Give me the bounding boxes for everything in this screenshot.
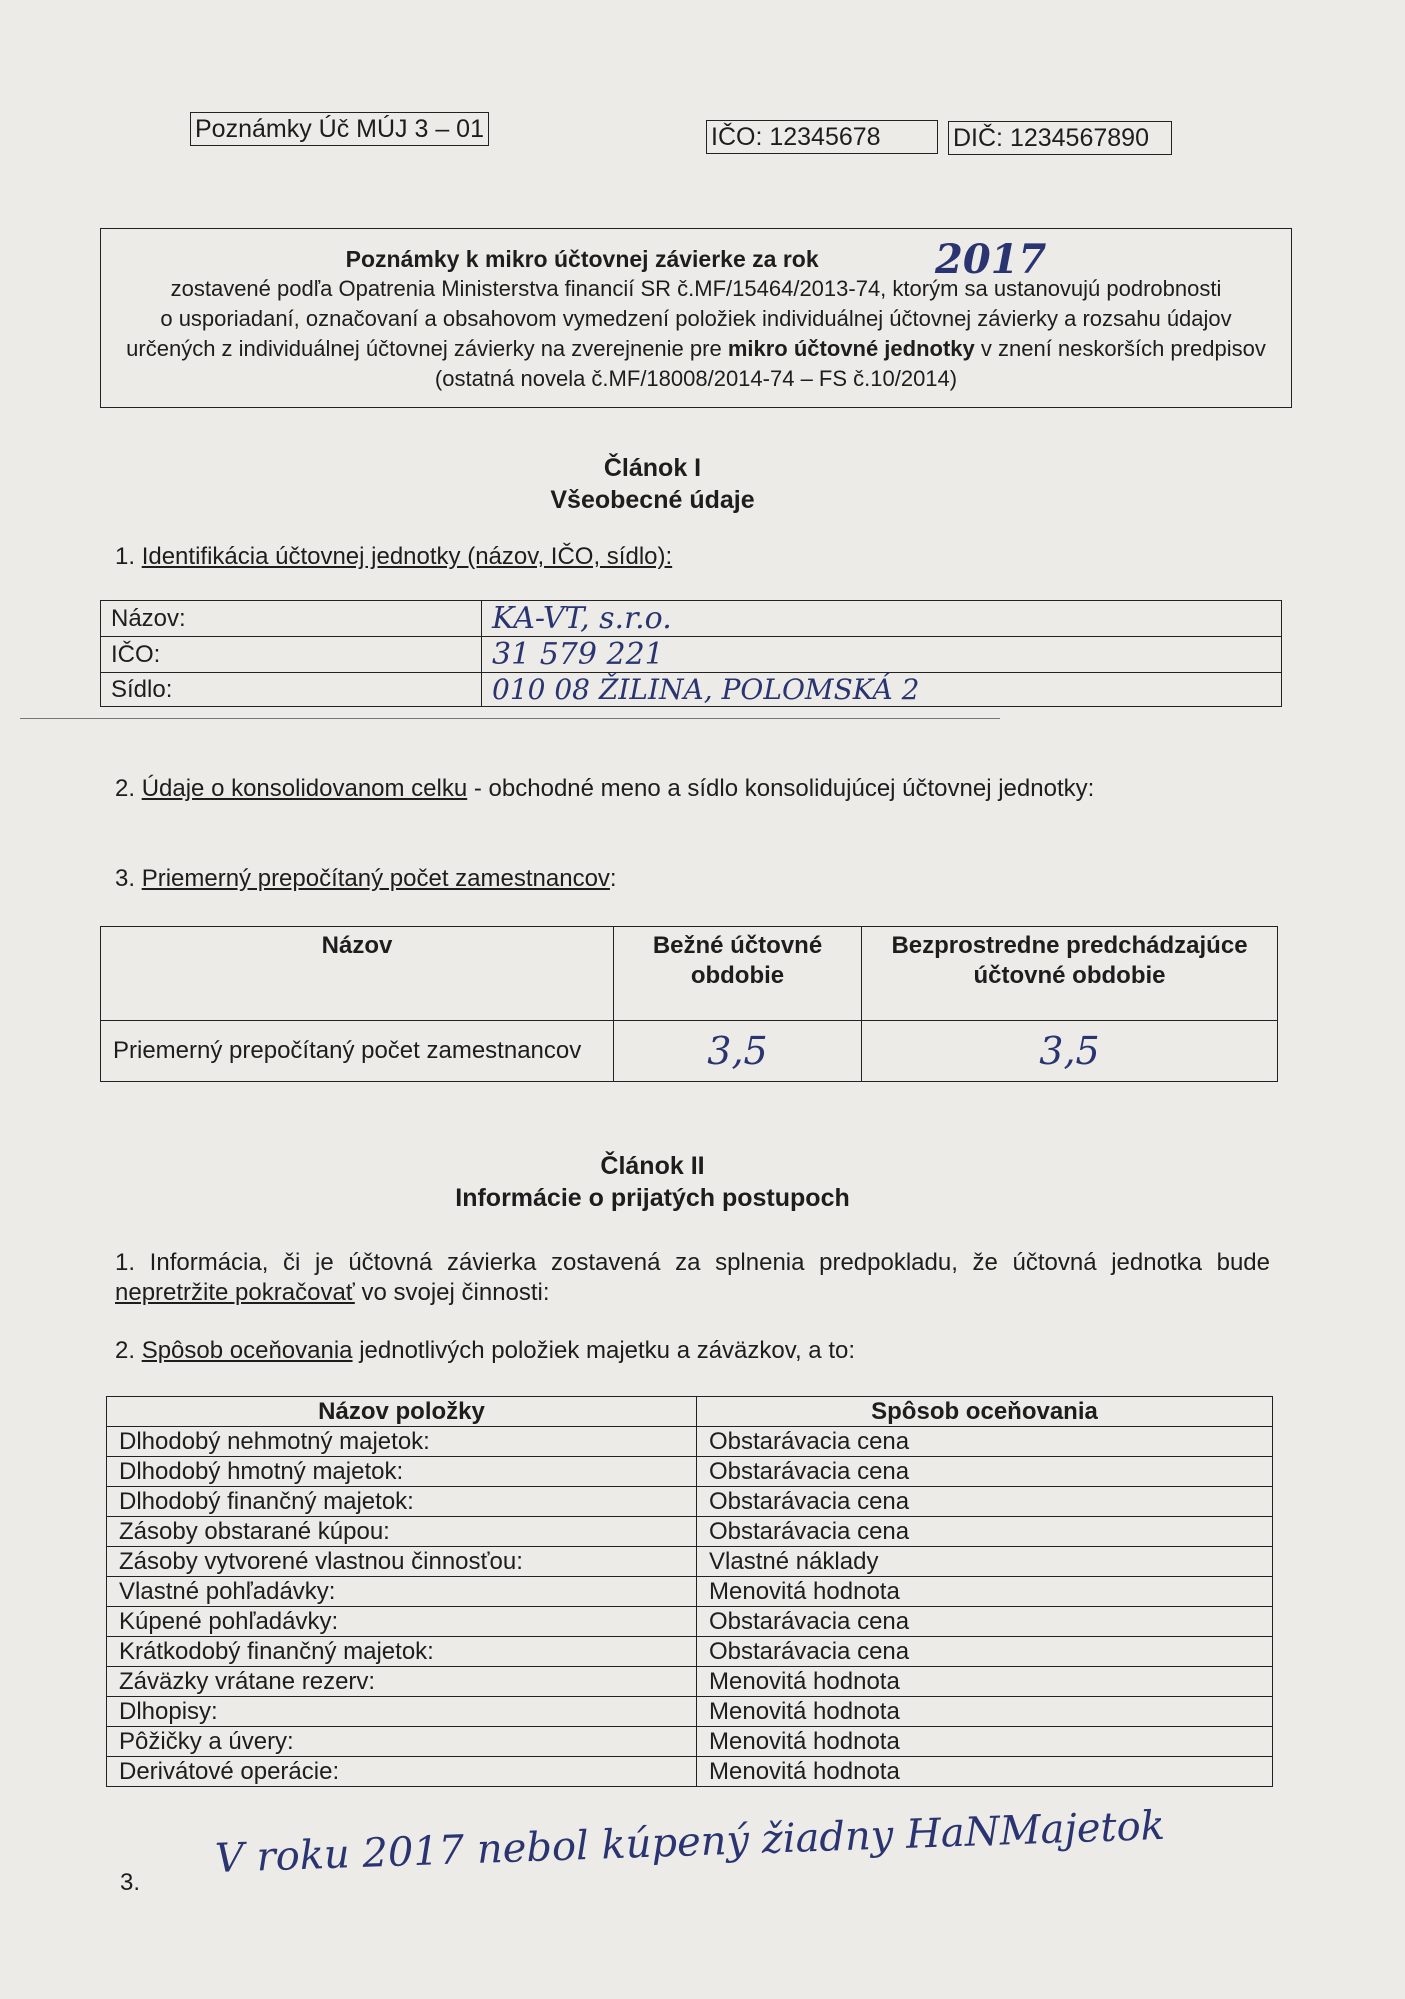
article1-subheading: Všeobecné údaje [550, 486, 755, 514]
employees-current-value: 3,5 [614, 1021, 862, 1082]
valuation-col-method: Spôsob oceňovania [697, 1397, 1273, 1427]
table-row: Pôžičky a úvery: Menovitá hodnota [107, 1727, 1273, 1757]
table-row: Dlhodobý nehmotný majetok: Obstarávacia cena [107, 1427, 1273, 1457]
form-code-label: Poznámky Úč MÚJ 3 – 01 [190, 112, 489, 146]
table-row: Derivátové operácie: Menovitá hodnota [107, 1757, 1273, 1787]
article1-item2: 2. Údaje o konsolidovanom celku - obchodné meno a sídlo konsolidujúcej účtovnej jednotky: [115, 775, 1095, 802]
article2-item3-handwritten: V roku 2017 nebol kúpený žiadny HaNMajetok [214, 1802, 1166, 1882]
table-row: Vlastné pohľadávky: Menovitá hodnota [107, 1577, 1273, 1607]
employees-table [100, 926, 1278, 1082]
separator-line [20, 718, 1000, 719]
table-row: Zásoby vytvorené vlastnou činnosťou: Vlastné náklady [107, 1547, 1273, 1577]
employees-row-label: Priemerný prepočítaný počet zamestnancov [101, 1021, 614, 1082]
id-row-ico [101, 637, 1282, 673]
id-label-name: Názov: [101, 601, 482, 637]
table-row: Dlhodobý finančný majetok: Obstarávacia cena [107, 1487, 1273, 1517]
employees-previous-value: 3,5 [862, 1021, 1278, 1082]
header-line-2: o usporiadaní, označovaní a obsahovom vymedzení položiek individuálnej účtovnej závierky a rozsahu údajov [160, 306, 1232, 331]
table-row: Dlhodobý hmotný majetok: Obstarávacia cena [107, 1457, 1273, 1487]
article2-heading: Článok II [600, 1152, 705, 1180]
id-value-ico: 31 579 221 [482, 637, 1282, 673]
valuation-table [106, 1396, 1273, 1787]
article2-subheading: Informácie o prijatých postupoch [455, 1184, 850, 1212]
table-row: Kúpené pohľadávky: Obstarávacia cena [107, 1607, 1273, 1637]
table-row: Dlhopisy: Menovitá hodnota [107, 1697, 1273, 1727]
header-title: Poznámky k mikro účtovnej závierke za rok [345, 246, 819, 272]
table-row: Krátkodobý finančný majetok: Obstarávacia cena [107, 1637, 1273, 1667]
ico-label: IČO: 12345678 [706, 120, 938, 154]
valuation-col-item: Názov položky [107, 1397, 697, 1427]
employees-col-name: Názov [101, 927, 614, 1021]
id-row-name [101, 601, 1282, 637]
table-row: Zásoby obstarané kúpou: Obstarávacia cena [107, 1517, 1273, 1547]
id-row-seat [101, 673, 1282, 707]
employees-data-row [101, 1021, 1278, 1082]
table-row: Záväzky vrátane rezerv: Menovitá hodnota [107, 1667, 1273, 1697]
article2-item2: 2. Spôsob oceňovania jednotlivých položiek majetku a záväzkov, a to: [115, 1337, 856, 1364]
dic-label: DIČ: 1234567890 [948, 121, 1172, 155]
employees-col-current: Bežné účtovné obdobie [614, 927, 862, 1021]
identification-table [100, 600, 1282, 707]
id-label-ico: IČO: [101, 637, 482, 673]
id-label-seat: Sídlo: [101, 673, 482, 707]
article1-heading: Článok I [603, 454, 702, 482]
article2-item1: 1. Informácia, či je účtovná závierka zostavená za splnenia predpokladu, že účtovná jednotka bude nepretržite pokračovať vo svojej činnosti: [115, 1249, 1270, 1306]
header-line-3: určených z individuálnej účtovnej závierky na zverejnenie pre mikro účtovné jednotky v znení neskorších predpisov [126, 336, 1266, 361]
article1-item1: 1. Identifikácia účtovnej jednotky (názov, IČO, sídlo): [115, 543, 673, 570]
employees-header-row [101, 927, 1278, 1021]
header-box [100, 228, 1292, 408]
article2-item3-number: 3. [120, 1869, 141, 1896]
valuation-header-row [107, 1397, 1273, 1427]
header-line-1: zostavené podľa Opatrenia Ministerstva financií SR č.MF/15464/2013-74, ktorým sa ustanovujú podrobnosti [170, 276, 1222, 301]
id-value-seat: 010 08 ŽILINA, POLOMSKÁ 2 [482, 673, 1282, 707]
year-handwritten: 2017 [935, 236, 1047, 283]
id-value-name: KA-VT, s.r.o. [482, 601, 1282, 637]
employees-col-previous: Bezprostredne predchádzajúce účtovné obdobie [862, 927, 1278, 1021]
header-line-4: (ostatná novela č.MF/18008/2014-74 – FS č.10/2014) [434, 366, 958, 391]
article1-item3: 3. Priemerný prepočítaný počet zamestnancov: [115, 865, 617, 892]
